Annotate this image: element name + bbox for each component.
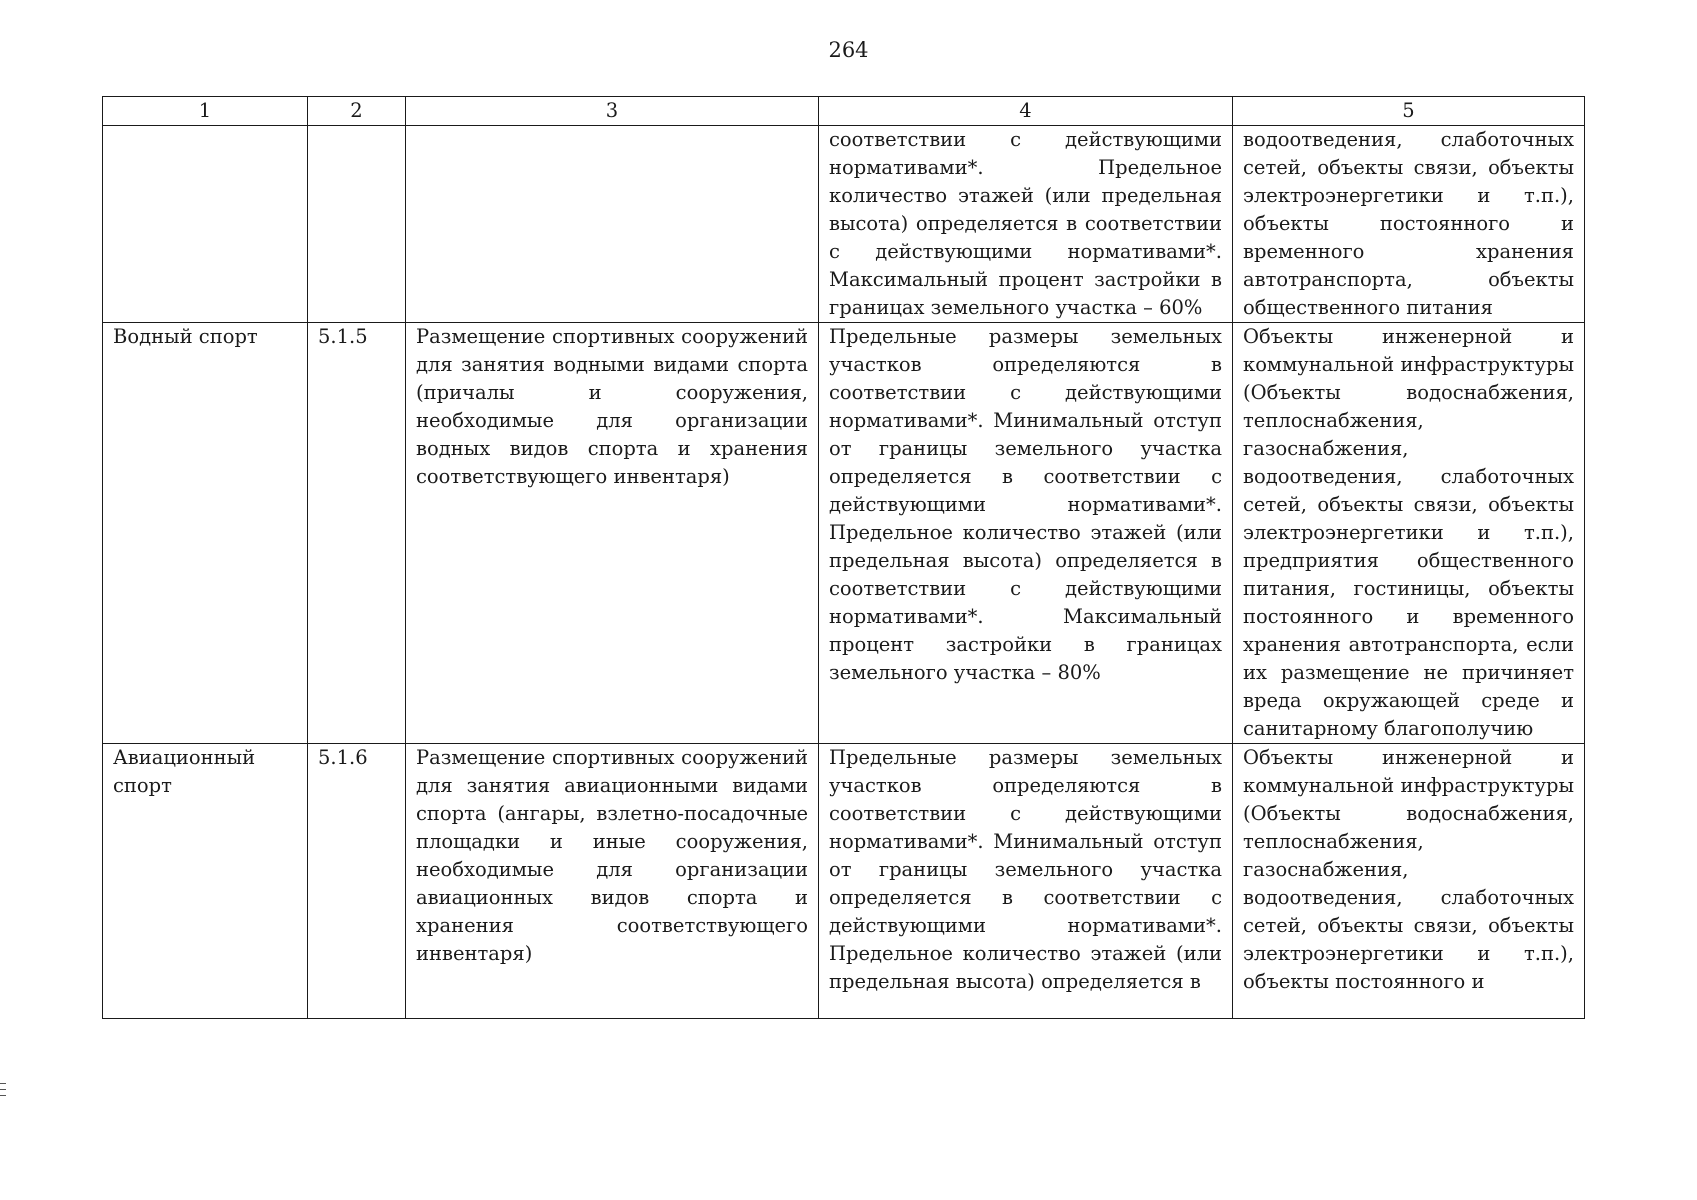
cell-parameters: Предельные размеры земельных участков определяются в соответствии с действующими нормативами*. Минимальный отступ от границы земельного участка определяется в соответствии с действующими нормативами*. Предельное количество этажей (или предельная высота) определяется в bbox=[829, 746, 1222, 993]
cell-auxiliary-uses: Объекты инженерной и коммунальной инфраструктуры (Объекты водоснабжения, теплоснабжения, газоснабжения, водоотведения, слаботочных сетей, объекты связи, объекты электроэнергетики и т.п.), объекты постоянного и bbox=[1243, 746, 1574, 993]
cell-land-use-name bbox=[103, 126, 308, 323]
column-header-5: 5 bbox=[1233, 97, 1585, 126]
table-row bbox=[103, 126, 1585, 323]
cell-auxiliary-uses: Объекты инженерной и коммунальной инфраструктуры (Объекты водоснабжения, теплоснабжения, газоснабжения, водоотведения, слаботочных сетей, объекты связи, объекты электроэнергетики и т.п.), предприятия общественного питания, гостиницы, объекты постоянного и временного хранения автотранспорта, если их размещение не причиняет вреда окружающей среде и санитарному благополучию bbox=[1233, 323, 1585, 744]
column-header-4: 4 bbox=[819, 97, 1233, 126]
column-header-2: 2 bbox=[308, 97, 406, 126]
cell-land-use-code: 5.1.5 bbox=[308, 323, 406, 744]
cell-parameters: соответствии с действующими нормативами*. Предельное количество этажей (или предельная высота) определяется в соответствии с действующими нормативами*. Максимальный процент застройки в границах земельного участка – 60% bbox=[819, 126, 1233, 323]
land-use-table bbox=[102, 96, 1585, 1019]
cell-description: Размещение спортивных сооружений для занятия водными видами спорта (причалы и сооружения, необходимые для организации водных видов спорта и хранения соответствующего инвентаря) bbox=[406, 323, 819, 744]
cell-description bbox=[406, 126, 819, 323]
column-header-1: 1 bbox=[103, 97, 308, 126]
cell-land-use-name: Водный спорт bbox=[103, 323, 308, 744]
table-header-row bbox=[103, 97, 1585, 126]
cell-parameters: Предельные размеры земельных участков определяются в соответствии с действующими нормативами*. Минимальный отступ от границы земельного участка определяется в соответствии с действующими нормативами*. Предельное количество этажей (или предельная высота) определяется в соответствии с действующими нормативами*. Максимальный процент застройки в границах земельного участка – 80% bbox=[819, 323, 1233, 744]
cell-land-use-name: Авиационный спорт bbox=[103, 744, 308, 1019]
column-header-3: 3 bbox=[406, 97, 819, 126]
cell-land-use-code: 5.1.6 bbox=[308, 744, 406, 1019]
cell-auxiliary-uses-wrap bbox=[1233, 744, 1585, 1019]
cell-parameters-wrap bbox=[819, 744, 1233, 1019]
cell-description: Размещение спортивных сооружений для занятия авиационными видами спорта (ангары, взлетно-посадочные площадки и иные сооружения, необходимые для организации авиационных видов спорта и хранения соответствующего инвентаря) bbox=[406, 744, 819, 1019]
page-number: 264 bbox=[828, 38, 869, 62]
table-row bbox=[103, 323, 1585, 744]
cell-auxiliary-uses: водоотведения, слаботочных сетей, объекты связи, объекты электроэнергетики и т.п.), объекты постоянного и временного хранения автотранспорта, объекты общественного питания bbox=[1233, 126, 1585, 323]
scan-margin-marks bbox=[0, 1083, 8, 1101]
table-row bbox=[103, 744, 1585, 1019]
cell-land-use-code bbox=[308, 126, 406, 323]
